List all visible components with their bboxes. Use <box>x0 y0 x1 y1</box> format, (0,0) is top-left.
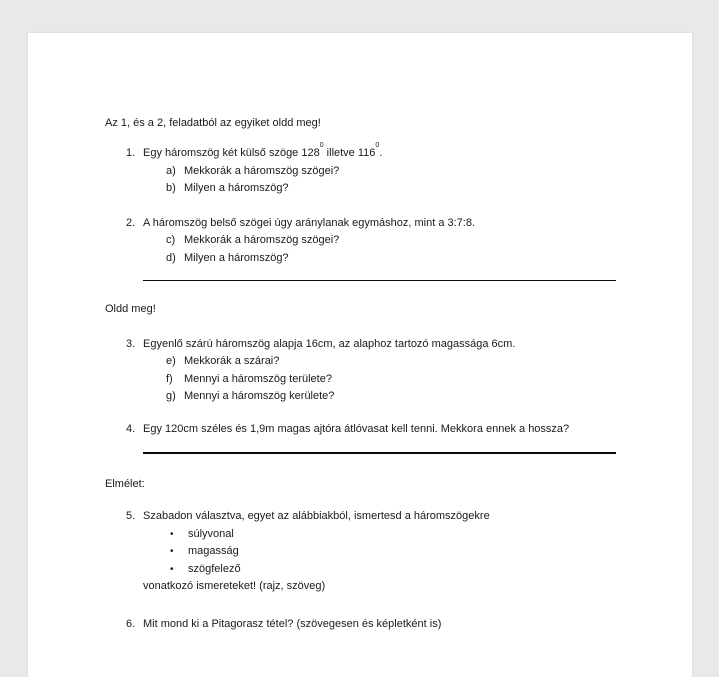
bullet-text: magasság <box>188 545 239 557</box>
bullet-text: szögfelező <box>188 562 241 575</box>
problem-5 <box>126 508 692 526</box>
problem-3 <box>126 336 692 354</box>
document-content <box>28 33 692 633</box>
problem-3-number: 3. <box>126 337 136 350</box>
problem-2-text: A háromszög belső szögei úgy aránylanak egymáshoz, mint a 3:7:8. <box>143 216 476 229</box>
problem-1-number: 1. <box>126 147 136 159</box>
divider-line <box>143 452 616 454</box>
problem-6 <box>126 616 692 634</box>
sub-text: Mennyi a háromszög területe? <box>184 372 332 385</box>
sub-text: Mekkorák a háromszög szögei? <box>184 164 340 177</box>
sub-label: a) <box>166 164 176 177</box>
problem-3-sub-f <box>166 371 692 389</box>
bullet-icon: • <box>170 528 174 540</box>
problem-3-sub-e <box>166 353 692 371</box>
section-heading-oldd-meg: Oldd meg! <box>105 302 156 315</box>
sub-text: Mekkorák a háromszög szögei? <box>184 234 340 246</box>
sub-label: b) <box>166 182 176 194</box>
sub-text: Mekkorák a szárai? <box>184 355 280 367</box>
problem-2-sub-c <box>166 232 692 250</box>
sub-label: f) <box>166 372 173 385</box>
intro-instruction: Az 1, és a 2, feladatból az egyiket oldd meg! <box>105 117 321 129</box>
sub-label: c) <box>166 234 176 246</box>
degree-superscript: 0 <box>375 142 380 150</box>
problem-1-sub-b <box>166 180 692 198</box>
problem-1-text: Egy háromszög két külső szöge $128^0$ illetve $116^0$. <box>143 142 383 159</box>
problem-3-sub-g <box>166 388 692 406</box>
bullet-icon: • <box>170 546 174 557</box>
sub-text: Milyen a háromszög? <box>184 182 289 194</box>
problem-6-text: Mit mond ki a Pitagorasz tétel? (szövegesen és képletként is) <box>143 617 442 630</box>
problem-2 <box>126 215 692 233</box>
problem-4-text: Egy 120cm széles és 1,9m magas ajtóra átlóvasat kell tenni. Mekkora ennek a hossza? <box>143 423 570 435</box>
problem-2-number: 2. <box>126 216 136 229</box>
problem-6-number: 6. <box>126 617 136 630</box>
degree-superscript: 0 <box>319 142 324 150</box>
bullet-text: súlyvonal <box>188 527 234 540</box>
problem-2-sub-d <box>166 250 692 268</box>
sub-label: e) <box>166 355 176 367</box>
problem-4 <box>126 421 692 439</box>
sub-label: g) <box>166 390 176 402</box>
bullet-item-szogfelezo <box>170 561 692 579</box>
problem-3-text: Egyenlő szárú háromszög alapja 16cm, az alaphoz tartozó magassága 6cm. <box>143 337 516 350</box>
bullet-item-sulyvonal <box>170 526 692 544</box>
problem-4-number: 4. <box>126 423 136 435</box>
problem-1-sub-a <box>166 163 692 181</box>
bullet-item-magassag <box>170 543 692 561</box>
document-page <box>28 33 692 677</box>
section-heading-elmelet: Elmélet: <box>105 478 145 490</box>
problem-5-closing: vonatkozó ismereteket! (rajz, szöveg) <box>143 580 326 592</box>
sub-label: d) <box>166 251 176 264</box>
bullet-icon: • <box>170 563 174 575</box>
sub-text: Milyen a háromszög? <box>184 251 289 264</box>
sub-text: Mennyi a háromszög kerülete? <box>184 390 335 402</box>
divider-line <box>143 280 616 282</box>
problem-5-number: 5. <box>126 510 136 522</box>
problem-1 <box>126 142 692 163</box>
problem-5-text: Szabadon választva, egyet az alábbiakból, ismertesd a háromszögekre <box>143 510 490 522</box>
